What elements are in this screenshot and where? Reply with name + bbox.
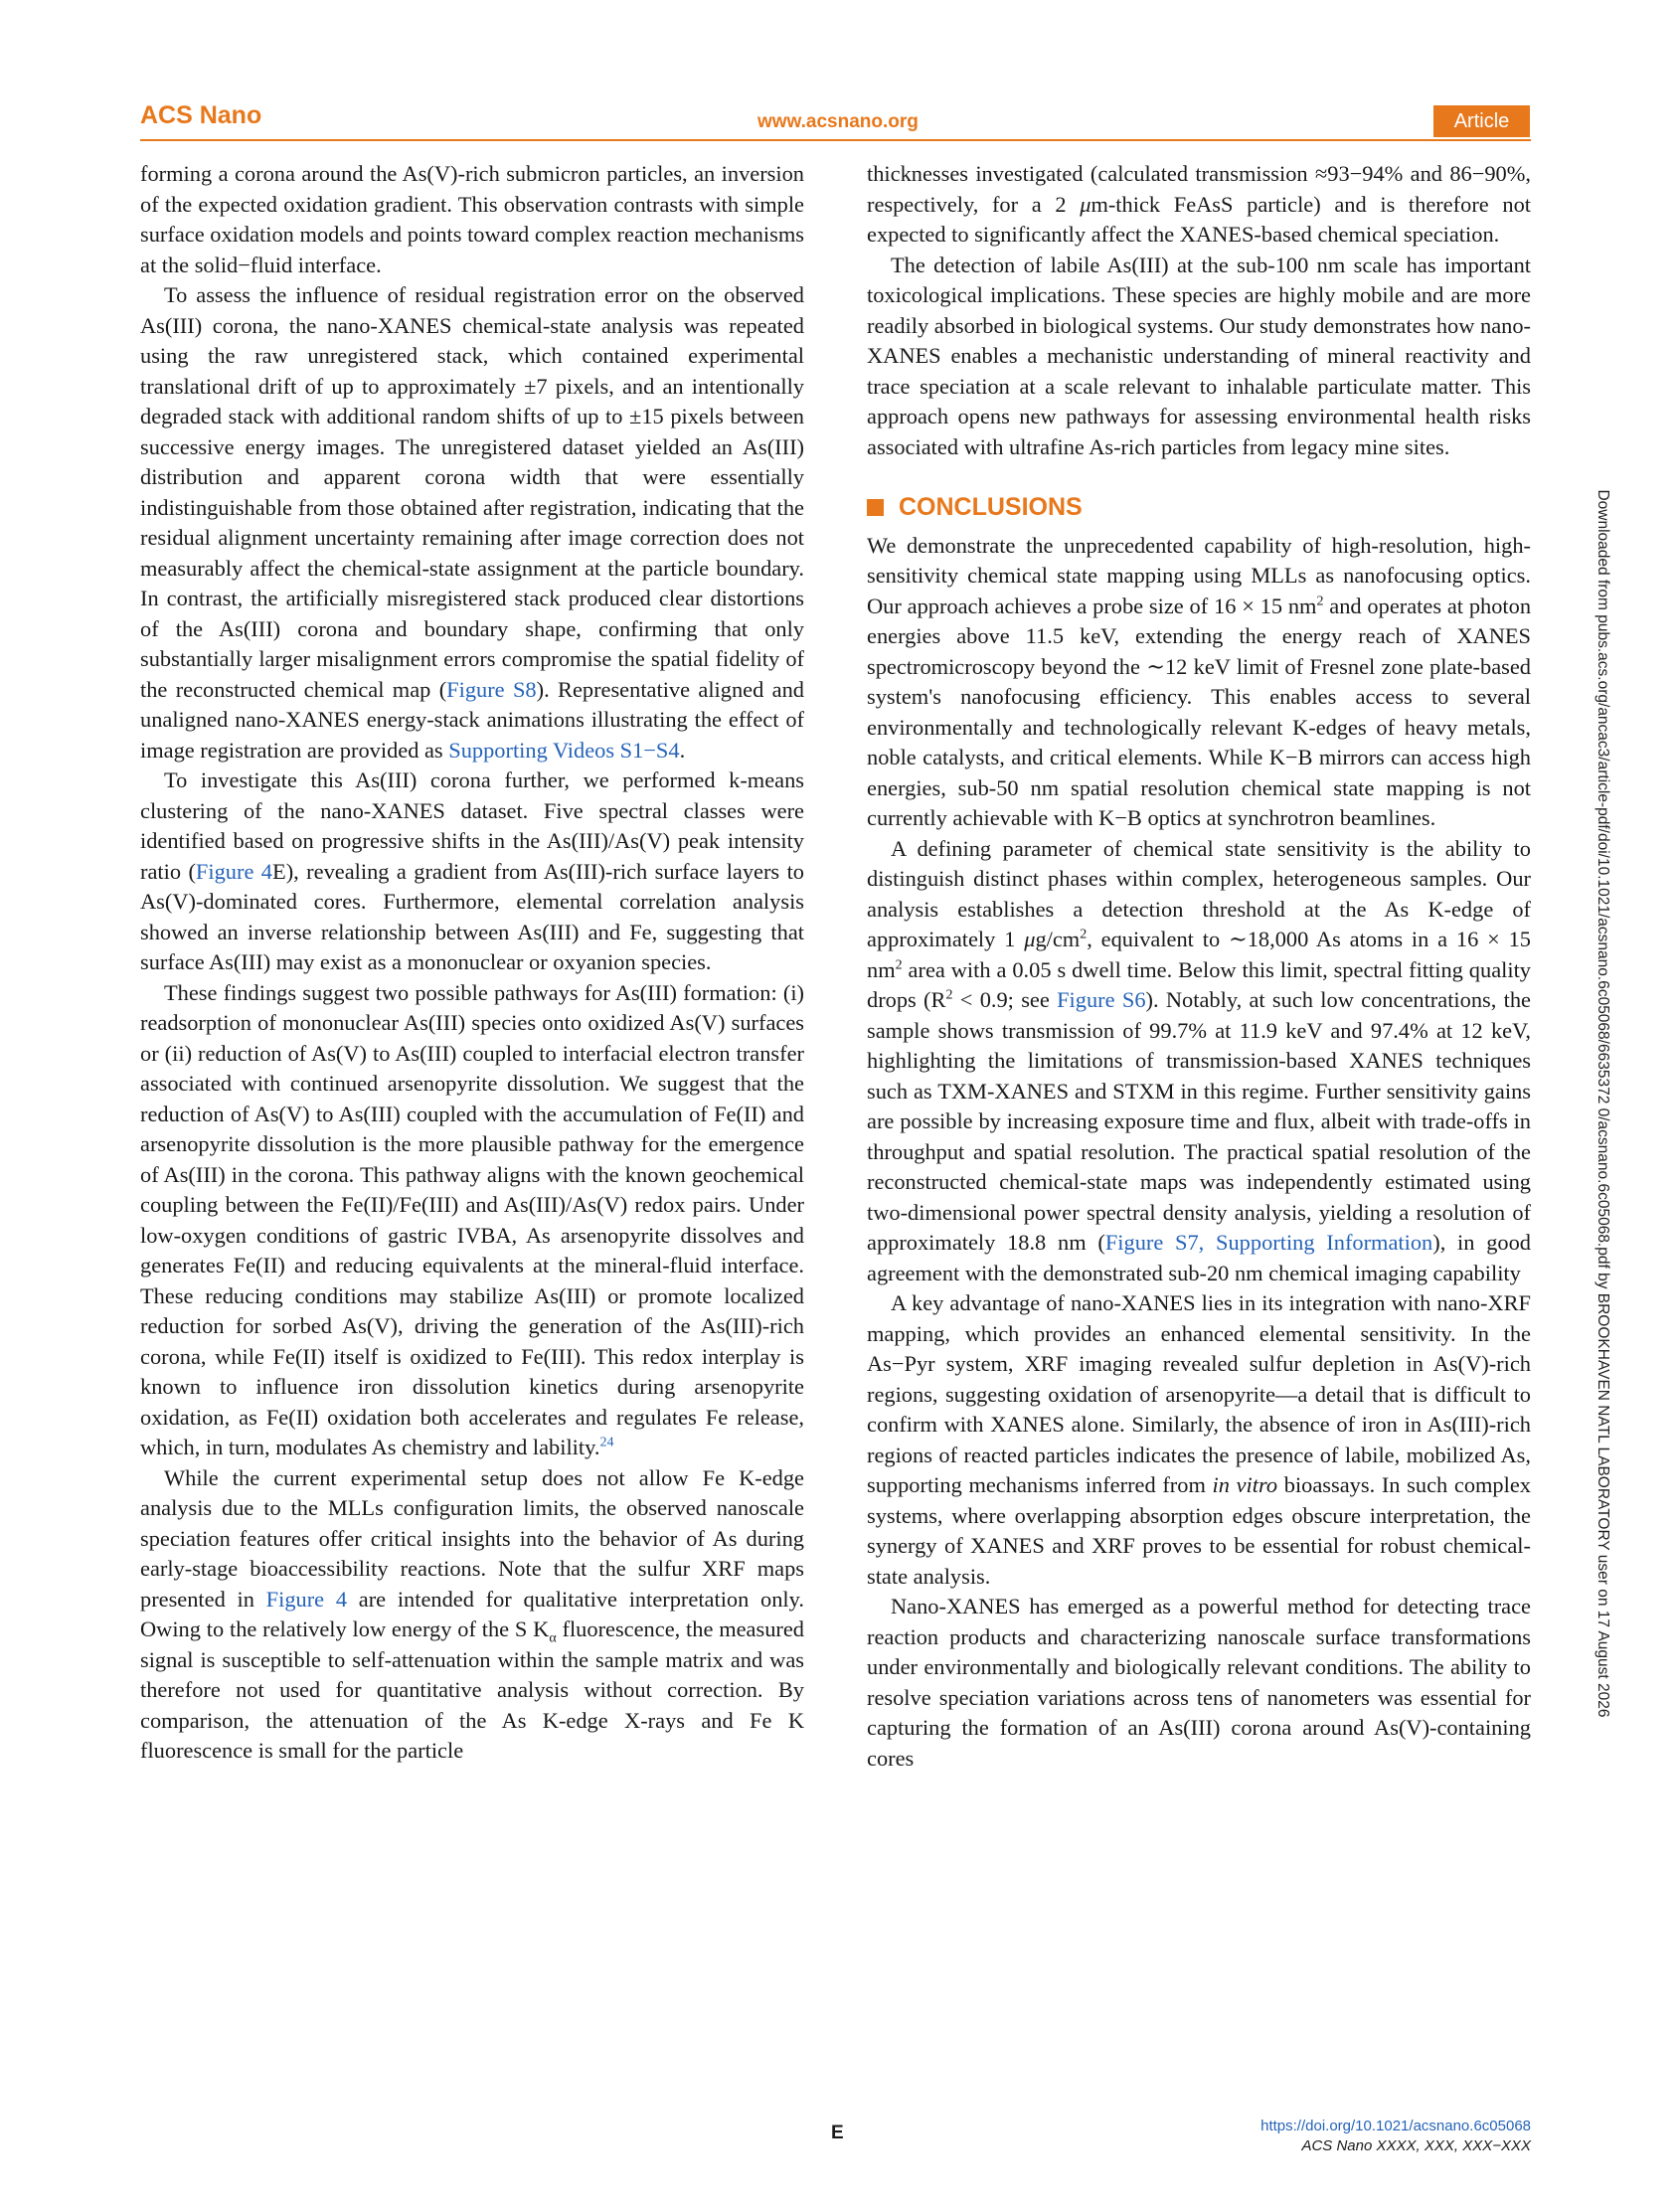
paragraph: To investigate this As(III) corona further, we performed k-means clustering of the nano-XANES dataset. Five spectral classes were identified based on progressive shifts in the As(III)/As(V) peak intensity ratio (Figure 4E), revealing a gradient from As(III)-rich surface layers to As(V)-dominated cores. Furthermore, elemental correlation analysis showed an inverse relationship between As(III) and Fe, suggesting that surface As(III) may exist as a mononuclear or oxyanion species. <box>140 767 804 974</box>
right-column <box>867 159 1531 1774</box>
paragraph: We demonstrate the unprecedented capability of high-resolution, high-sensitivity chemical state mapping using MLLs as nanofocusing optics. Our approach achieves a probe size of 16 × 15 $nm^2$ and operates at photon energies above 11.5 keV, extending the energy reach of XANES spectromicroscopy beyond the ∼12 keV limit of Fresnel zone plate-based system's nanofocusing efficiency. This enables access to several environmentally and technologically relevant K-edges of heavy metals, noble catalysts, and critical elements. While K−B mirrors can access high energies, sub-50 nm spatial resolution chemical state mapping is not currently achievable with K−B optics at synchrotron beamlines. <box>867 532 1532 830</box>
article-type-badge: Article <box>1433 105 1530 137</box>
doi-link[interactable]: https://doi.org/10.1021/acsnano.6c05068 <box>1260 2118 1531 2134</box>
section-square-icon <box>867 499 884 516</box>
paragraph: forming a corona around the As(V)-rich submicron particles, an inversion of the expected oxidation gradient. This observation contrasts with simple surface oxidation models and points toward complex reaction mechanisms at the solid−fluid interface. <box>140 161 804 277</box>
citation-text: ACS Nano XXXX, XXX, XXX−XXX <box>1301 2137 1531 2154</box>
supporting-videos-link[interactable]: Supporting Videos S1−S4 <box>448 737 680 763</box>
left-column <box>140 159 804 1767</box>
header-divider <box>140 139 1531 141</box>
figure-link[interactable]: Figure 4 <box>265 1586 348 1612</box>
download-watermark: Downloaded from pubs.acs.org/ancac3/article-pdf/doi/10.1021/acsnano.6c05068/6635372 0/acsnano.6c05068.pdf by BROOKHAVEN NATL LABORATORY user on 17 August 2026 <box>1594 489 1611 1718</box>
paragraph: To assess the influence of residual registration error on the observed As(III) corona, the nano-XANES chemical-state analysis was repeated using the raw unregistered stack, which contained experimental translational drift of up to approximately ±7 pixels, and an intentionally degraded stack with additional random shifts of up to ±15 pixels between successive energy images. The unregistered dataset yielded an As(III) distribution and apparent corona width that were essentially indistinguishable from those obtained after registration, indicating that the residual alignment uncertainty remaining after image correction does not measurably affect the chemical-state assignment at the particle boundary. In contrast, the artificially misregistered stack produced clear distortions of the As(III) corona and boundary shape, confirming that only substantially larger misalignment errors compromise the spatial fidelity of the reconstructed chemical map (Figure S8). Representative aligned and unaligned nano-XANES energy-stack animations illustrating the effect of image registration are provided as Supporting Videos S1−S4. <box>140 282 804 763</box>
figure-link[interactable]: Figure S8 <box>446 676 537 702</box>
journal-url[interactable]: www.acsnano.org <box>757 111 919 132</box>
paragraph: The detection of labile As(III) at the sub-100 nm scale has important toxicological implications. These species are highly mobile and are more readily absorbed in biological systems. Our study demonstrates how nano-XANES enables a mechanistic understanding of mineral reactivity and trace speciation at a scale relevant to inhalable particulate matter. This approach opens new pathways for assessing environmental health risks associated with ultrafine As-rich particles from legacy mine sites. <box>867 252 1531 459</box>
paragraph: These findings suggest two possible pathways for As(III) formation: (i) readsorption of mononuclear As(III) species onto oxidized As(V) surfaces or (ii) reduction of As(V) to As(III) coupled to interfacial electron transfer associated with continued arsenopyrite dissolution. We suggest that the reduction of As(V) to As(III) coupled with the accumulation of Fe(II) and arsenopyrite dissolution is the more plausible pathway for the emergence of As(III) in the corona. This pathway aligns with the known geochemical coupling between the Fe(II)/Fe(III) and As(III)/As(V) redox pairs. Under low-oxygen conditions of gastric IVBA, As arsenopyrite dissolves and generates Fe(II) and reducing equivalents at the mineral-fluid interface. These reducing conditions may stabilize As(III) or promote localized reduction for sorbed As(V), driving the generation of the As(III)-rich corona, while Fe(II) itself is oxidized to Fe(III). This redox interplay is known to influence iron dissolution kinetics during arsenopyrite oxidation, as Fe(II) oxidation both accelerates and regulates Fe release, which, in turn, modulates As chemistry and lability.$^{24}$ <box>140 979 804 1459</box>
footer-citation <box>1260 2117 1531 2156</box>
paragraph: A key advantage of nano-XANES lies in its integration with nano-XRF mapping, which provides an enhanced elemental sensitivity. In the As−Pyr system, XRF imaging revealed sulfur depletion in As(V)-rich regions, suggesting oxidation of arsenopyrite—a detail that is difficult to confirm with XANES alone. Similarly, the absence of iron in As(III)-rich regions of reacted particles indicates the presence of labile, mobilized As, supporting mechanisms inferred from in vitro bioassays. In such complex systems, where overlapping absorption edges obscure interpretation, the synergy of XANES and XRF proves to be essential for robust chemical-state analysis. <box>867 1290 1531 1589</box>
journal-name: ACS Nano <box>140 101 262 129</box>
section-heading: CONCLUSIONS <box>867 492 1531 523</box>
paragraph: While the current experimental setup does not allow Fe K-edge analysis due to the MLLs configuration limits, the observed nanoscale speciation features offer critical insights into the behavior of As during early-stage bioaccessibility reactions. Note that the sulfur XRF maps presented in Figure 4 are intended for qualitative interpretation only. Owing to the relatively low energy of the S $K_\alpha$ fluorescence, the measured signal is susceptible to self-attenuation within the sample matrix and was therefore not used for quantitative analysis without correction. By comparison, the attenuation of the As K-edge X-rays and Fe K fluorescence is small for the particle <box>140 1464 804 1763</box>
reference-link[interactable]: 24 <box>599 1435 614 1450</box>
paragraph: thicknesses investigated (calculated transmission ≈93−94% and 86−90%, respectively, for a 2 μm-thick FeAsS particle) and is therefore not expected to significantly affect the XANES-based chemical speciation. <box>867 161 1531 247</box>
page-letter: E <box>831 2123 844 2143</box>
paragraph: A defining parameter of chemical state sensitivity is the ability to distinguish distinct phases within complex, heterogeneous samples. Our analysis establishes a detection threshold at the As K-edge of approximately 1 $\mu g/cm^2$, equivalent to ∼18,000 As atoms in a 16 × 15 $nm^2$ area with a 0.05 s dwell time. Below this limit, spectral fitting quality drops ($R^2 < 0.9$; see Figure S6). Notably, at such low concentrations, the sample shows transmission of 99.7% at 11.9 keV and 97.4% at 12 keV, highlighting the limitations of transmission-based XANES techniques such as TXM-XANES and STXM in this regime. Further sensitivity gains are possible by increasing exposure time and flux, albeit with trade-offs in throughput and spatial resolution. The practical spatial resolution of the reconstructed chemical-state maps was independently estimated using two-dimensional power spectral density analysis, yielding a resolution of approximately 18.8 nm (Figure S7, Supporting Information), in good agreement with the demonstrated sub-20 nm chemical imaging capability <box>867 835 1532 1285</box>
figure-link[interactable]: Figure 4 <box>195 858 273 884</box>
figure-link[interactable]: Figure S6 <box>1057 987 1146 1012</box>
paragraph: Nano-XANES has emerged as a powerful method for detecting trace reaction products and characterizing nanoscale surface transformations under environmentally and biologically relevant conditions. The ability to resolve speciation variations across tens of nanometers was essential for capturing the formation of an As(III) corona around As(V)-containing cores <box>867 1594 1531 1771</box>
figure-link[interactable]: Figure S7, Supporting Information <box>1104 1230 1433 1255</box>
